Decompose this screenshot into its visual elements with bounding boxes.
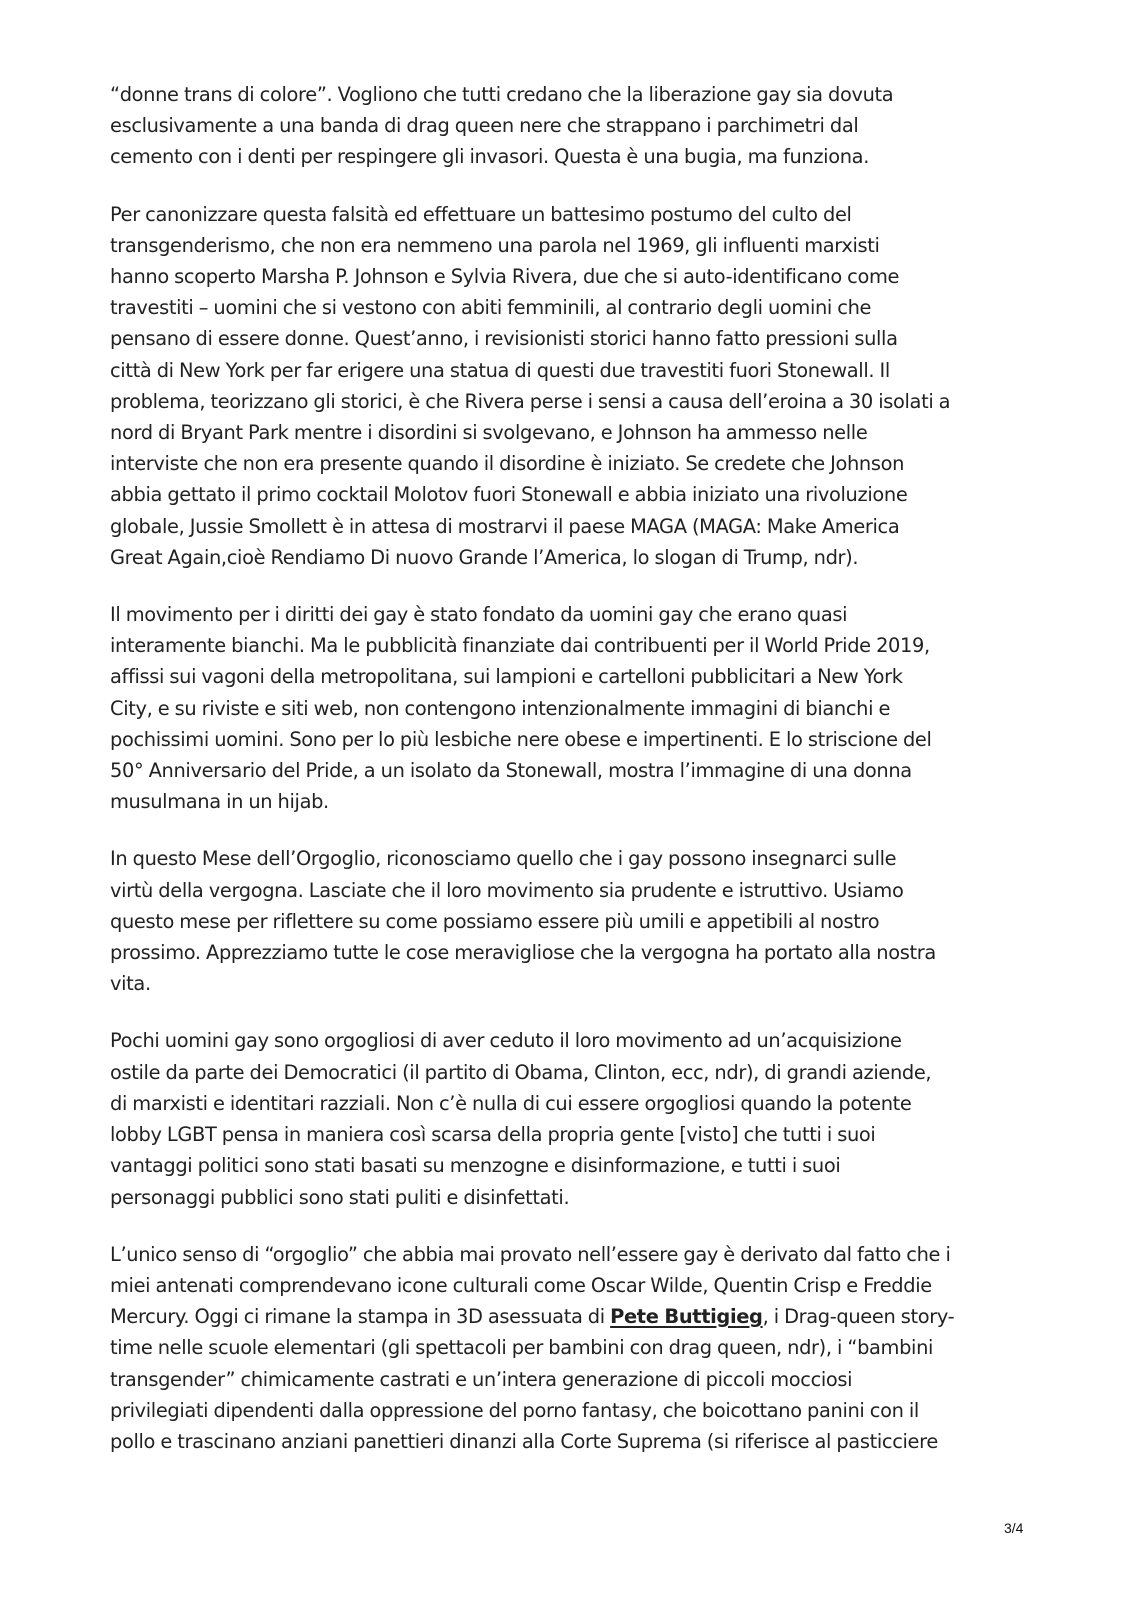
text-line: In questo Mese dell’Orgoglio, riconosciamo quello che i gay possono insegnarci sulle [110,847,897,871]
text-line: L’unico senso di “orgoglio” che abbia mai provato nell’essere gay è derivato dal fatto che i [110,1242,951,1266]
text-line: città di New York per far erigere una statua di questi due travestiti fuori Stonewall. Il [110,358,890,382]
article-body [110,79,1010,1483]
text-line: Il movimento per i diritti dei gay è stato fondato da uomini gay che erano quasi [110,603,848,627]
text-line: abbia gettato il primo cocktail Molotov fuori Stonewall e abbia iniziato una rivoluzione [110,483,908,507]
pete-buttigieg-link[interactable]: Pete Buttigieg [610,1305,763,1329]
text-line: nord di Bryant Park mentre i disordini si svolgevano, e Johnson ha ammesso nelle [110,421,868,445]
text-line: personaggi pubblici sono stati puliti e disinfettati. [110,1185,570,1209]
text-line-with-link [110,1301,1010,1332]
text-line: hanno scoperto Marsha P. Johnson e Sylvia Rivera, due che si auto-identificano come [110,265,900,289]
text-line: Great Again,cioè Rendiamo Di nuovo Grande l’America, lo slogan di Trump, ndr). [110,545,859,569]
text-line: pollo e trascinano anziani panettieri dinanzi alla Corte Suprema (si riferisce al pasticciere [110,1429,938,1453]
paragraph-6 [110,1239,1010,1457]
text-line: City, e su riviste e siti web, non contengono intenzionalmente immagini di bianchi e [110,696,891,720]
text-line: 50° Anniversario del Pride, a un isolato da Stonewall, mostra l’immagine di una donna [110,759,912,783]
text-line: Per canonizzare questa falsità ed effettuare un battesimo postumo del culto del [110,202,852,226]
paragraph-5 [110,1025,1010,1212]
text-line: virtù della vergogna. Lasciate che il loro movimento sia prudente e istruttivo. Usiamo [110,878,904,902]
text-line: affissi sui vagoni della metropolitana, sui lampioni e cartelloni pubblicitari a New York [110,665,903,689]
text-line: interamente bianchi. Ma le pubblicità finanziate dai contribuenti per il World Pride 2019, [110,634,930,658]
text-line: transgender” chimicamente castrati e un’intera generazione di piccoli mocciosi [110,1367,853,1391]
text-line: musulmana in un hijab. [110,790,329,814]
text-line: ostile da parte dei Democratici (il partito di Obama, Clinton, ecc, ndr), di grandi aziende, [110,1060,932,1084]
text-line: problema, teorizzano gli storici, è che Rivera perse i sensi a causa dell’eroina a 30 isolati a [110,389,951,413]
text-line: travestiti – uomini che si vestono con abiti femminili, al contrario degli uomini che [110,296,872,320]
text-line: pensano di essere donne. Quest’anno, i revisionisti storici hanno fatto pressioni sulla [110,327,898,351]
paragraph-3 [110,599,1010,817]
text-line: globale, Jussie Smollett è in attesa di mostrarvi il paese MAGA (MAGA: Make America [110,514,900,538]
text-line: prossimo. Apprezziamo tutte le cose meravigliose che la vergogna ha portato alla nostra [110,941,936,965]
text-line: esclusivamente a una banda di drag queen nere che strappano i parchimetri dal [110,114,859,138]
text-line: vita. [110,972,151,996]
text-fragment: Mercury. Oggi ci rimane la stampa in 3D asessuata di [110,1305,611,1329]
text-line: Pochi uomini gay sono orgogliosi di aver ceduto il loro movimento ad un’acquisizione [110,1029,902,1053]
text-line: “donne trans di colore”. Vogliono che tutti credano che la liberazione gay sia dovuta [110,83,894,106]
text-fragment: , i Drag-queen story- [762,1305,955,1329]
paragraph-4 [110,843,1010,999]
text-line: time nelle scuole elementari (gli spettacoli per bambini con drag queen, ndr), i “bambini [110,1336,934,1360]
text-line: questo mese per riflettere su come possiamo essere più umili e appetibili al nostro [110,909,880,933]
page-number: 3/4 [1004,1520,1024,1536]
text-line: pochissimi uomini. Sono per lo più lesbiche nere obese e impertinenti. E lo striscione del [110,727,932,751]
text-line: lobby LGBT pensa in maniera così scarsa della propria gente [visto] che tutti i suoi [110,1123,876,1147]
text-line: cemento con i denti per respingere gli invasori. Questa è una bugia, ma funziona. [110,145,870,169]
text-line: interviste che non era presente quando il disordine è iniziato. Se credete che Johnson [110,452,905,476]
text-line: miei antenati comprendevano icone culturali come Oscar Wilde, Quentin Crisp e Freddie [110,1273,932,1297]
text-line: privilegiati dipendenti dalla oppressione del porno fantasy, che boicottano panini con il [110,1398,919,1422]
paragraph-2 [110,199,1010,573]
text-line: vantaggi politici sono stati basati su menzogne e disinformazione, e tutti i suoi [110,1154,841,1178]
paragraph-1 [110,79,1010,173]
text-line: transgenderismo, che non era nemmeno una parola nel 1969, gli influenti marxisti [110,233,880,257]
text-line: di marxisti e identitari razziali. Non c’è nulla di cui essere orgogliosi quando la potente [110,1091,912,1115]
